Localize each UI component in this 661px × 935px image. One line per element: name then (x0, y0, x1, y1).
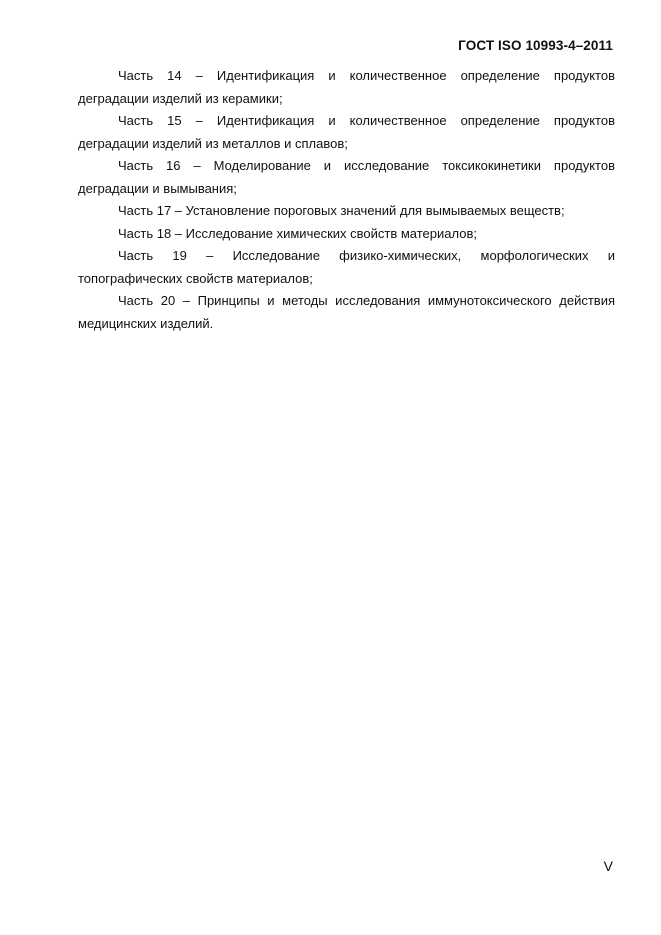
part-16-item: Часть 16 – Моделирование и исследование токсикокинетики продуктов деградации и вымывания; (78, 158, 615, 196)
part-14-item: Часть 14 – Идентификация и количественное определение продуктов деградации изделий из керамики; (78, 68, 615, 106)
document-code: ГОСТ ISO 10993-4–2011 (458, 38, 613, 53)
part-19-item: Часть 19 – Исследование физико-химических, морфологических и топографических свойств материалов; (78, 248, 615, 286)
part-18-item: Часть 18 – Исследование химических свойств материалов; (118, 225, 477, 241)
parts-list (78, 65, 615, 335)
page-number: V (603, 858, 613, 874)
part-20-item: Часть 20 – Принципы и методы исследования иммунотоксического действия медицинских изделий. (78, 293, 615, 331)
part-15-item: Часть 15 – Идентификация и количественное определение продуктов деградации изделий из металлов и сплавов; (78, 113, 615, 151)
part-17-item: Часть 17 – Установление пороговых значений для вымываемых веществ; (118, 203, 565, 218)
